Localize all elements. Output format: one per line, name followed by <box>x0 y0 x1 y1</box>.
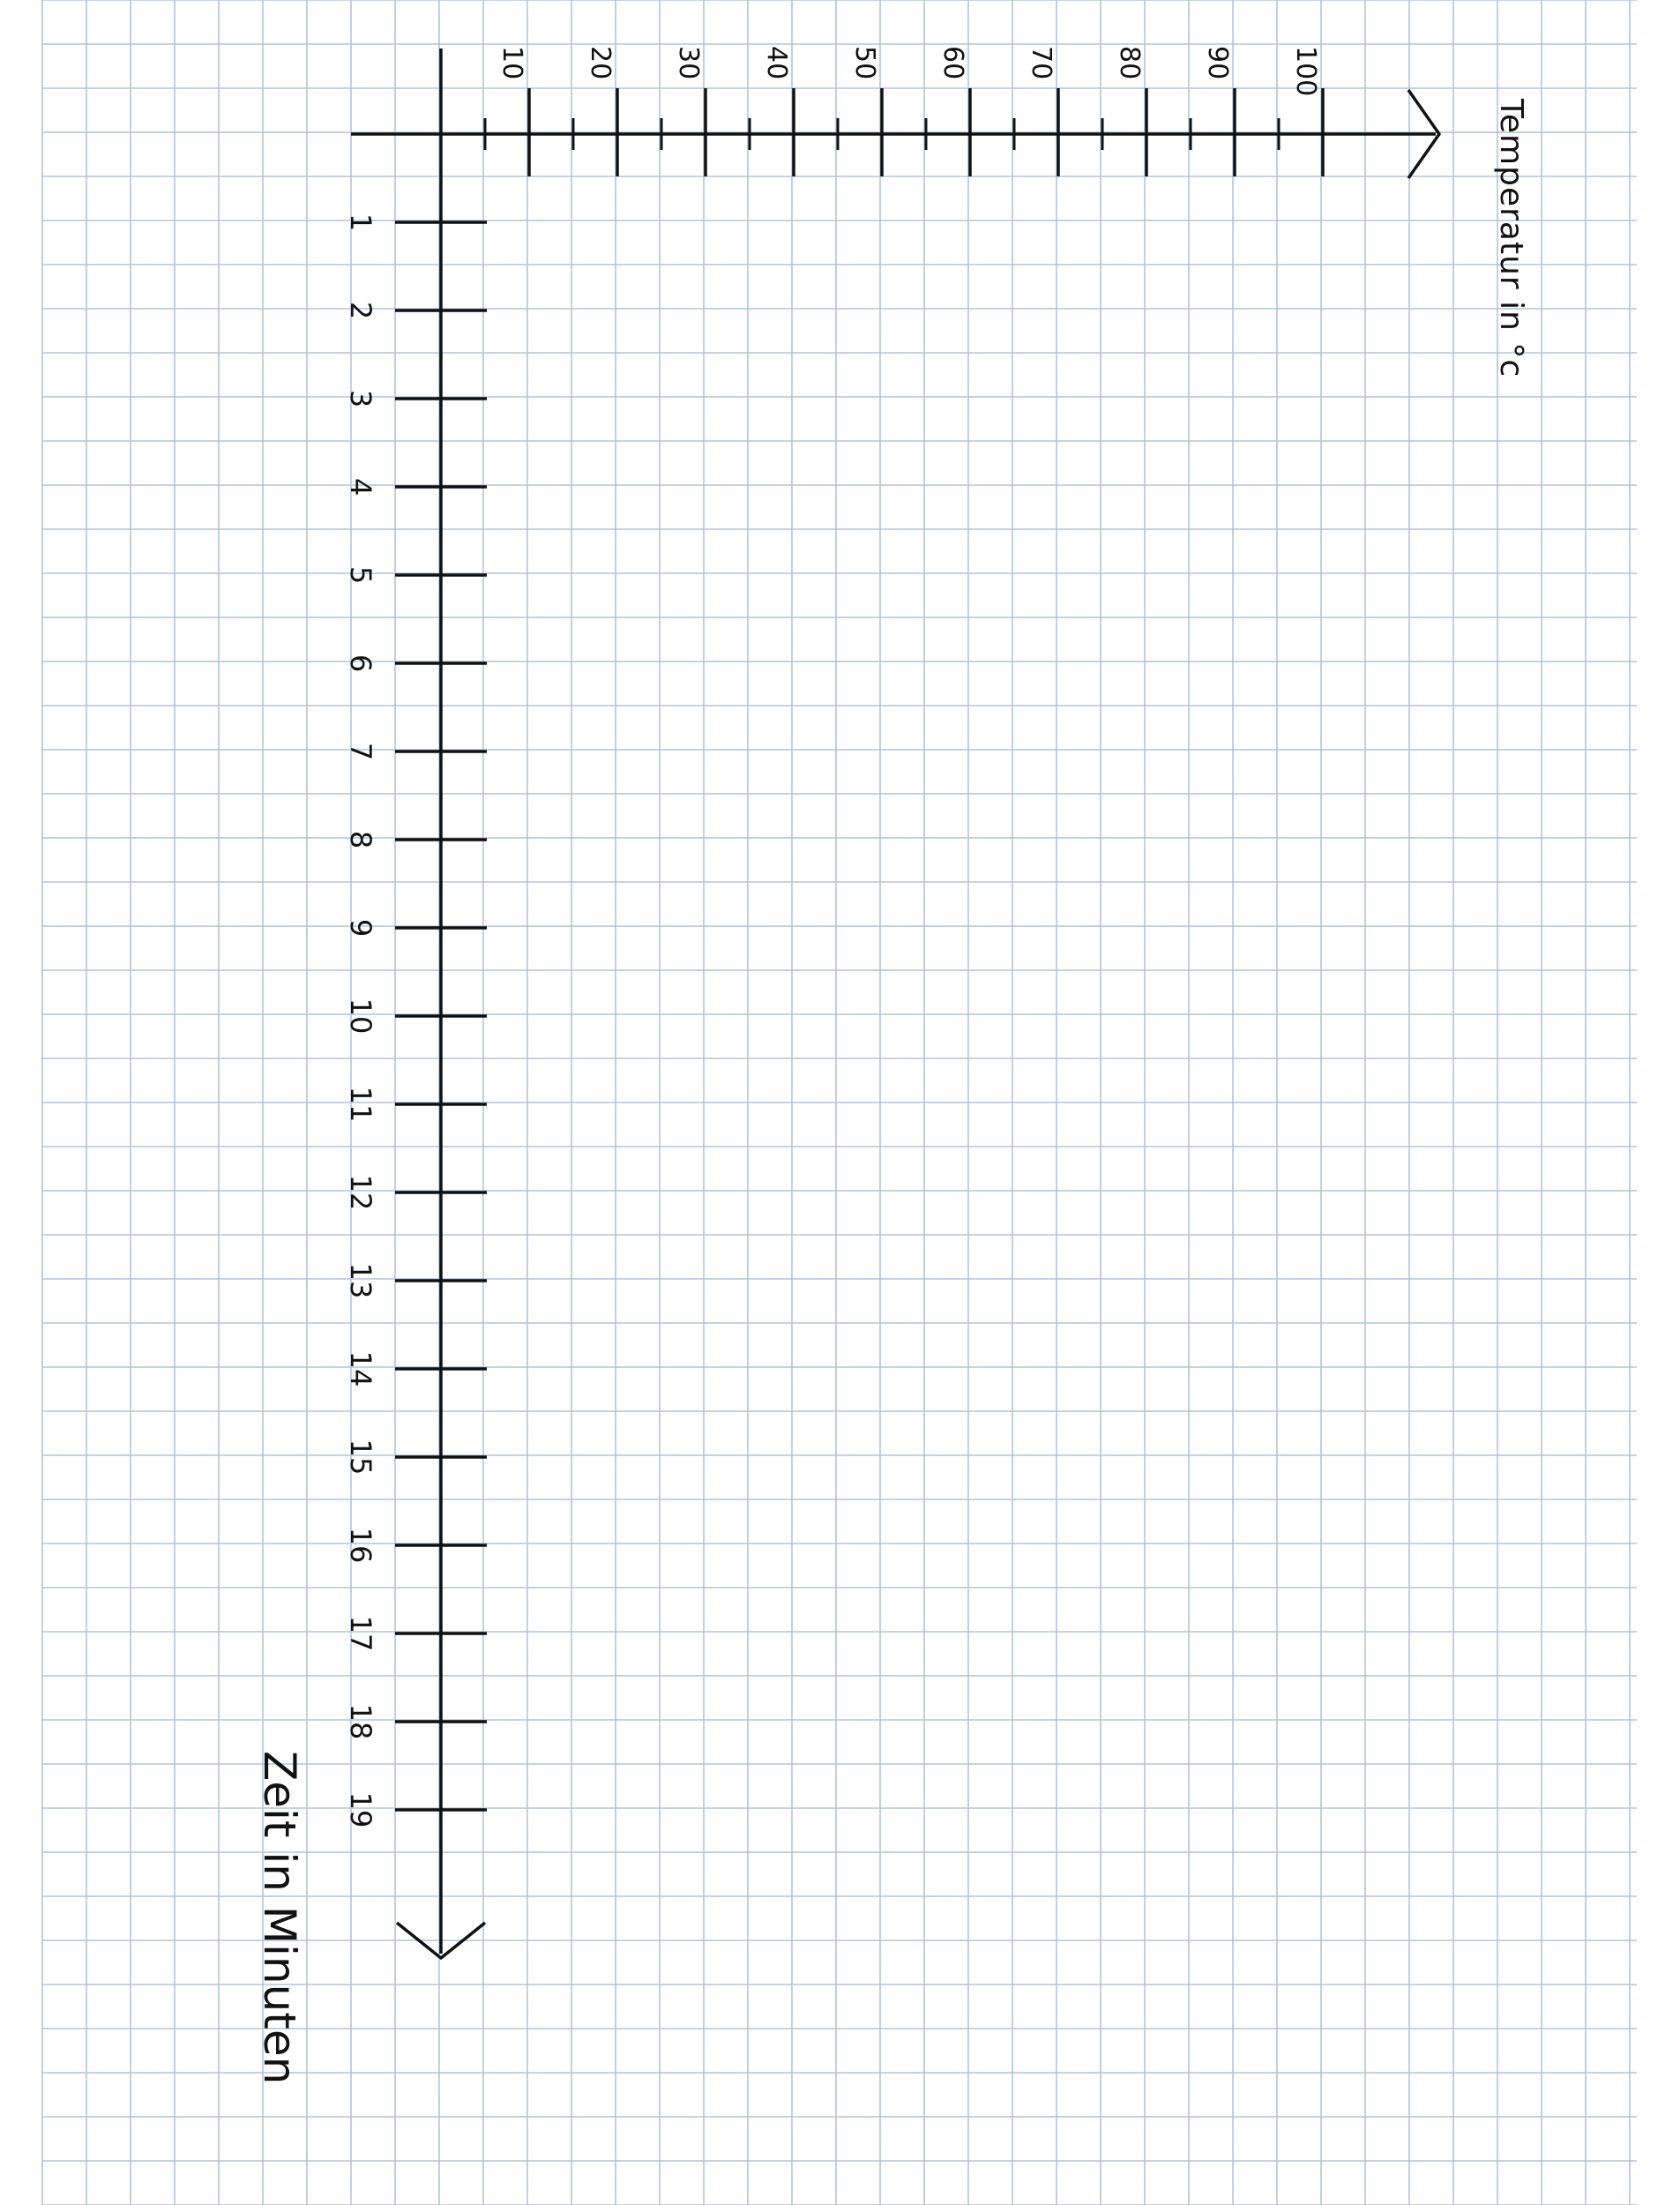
time-tick-label: 1 <box>344 213 377 232</box>
time-tick-label: 9 <box>344 918 377 938</box>
time-tick-label: 5 <box>344 565 377 585</box>
time-tick-label: 12 <box>344 1174 377 1211</box>
time-tick-label: 13 <box>344 1262 377 1299</box>
temperature-axis-label: Temperatur in °c <box>1493 99 1529 378</box>
time-axis-label: Zeit in Minuten <box>254 1751 305 2085</box>
temperature-tick-label: 40 <box>761 46 792 80</box>
time-tick-label: 19 <box>344 1791 377 1828</box>
time-tick-label: 14 <box>344 1350 377 1387</box>
temperature-tick-label: 70 <box>1026 46 1057 80</box>
temperature-tick-label: 80 <box>1114 46 1145 80</box>
time-tick-label: 2 <box>344 301 377 320</box>
time-tick-label: 17 <box>344 1615 377 1652</box>
time-tick-label: 6 <box>344 654 377 673</box>
temperature-tick-label: 90 <box>1202 46 1233 80</box>
time-tick-label: 8 <box>344 830 377 849</box>
time-tick-label: 15 <box>344 1439 377 1476</box>
time-tick-label: 11 <box>344 1086 377 1123</box>
time-tick-label: 7 <box>344 742 377 761</box>
time-tick-label: 18 <box>344 1703 377 1740</box>
temperature-tick-label: 60 <box>937 46 968 80</box>
time-tick-label: 3 <box>344 389 377 408</box>
time-tick-label: 10 <box>344 998 377 1035</box>
time-tick-label: 4 <box>344 477 377 497</box>
temperature-tick-label: 30 <box>673 46 704 80</box>
temperature-tick-label: 100 <box>1290 46 1321 97</box>
temperature-tick-label: 20 <box>585 46 616 80</box>
temperature-tick-label: 50 <box>849 46 880 80</box>
temperature-tick-label: 10 <box>497 46 527 80</box>
time-tick-label: 16 <box>344 1527 377 1564</box>
